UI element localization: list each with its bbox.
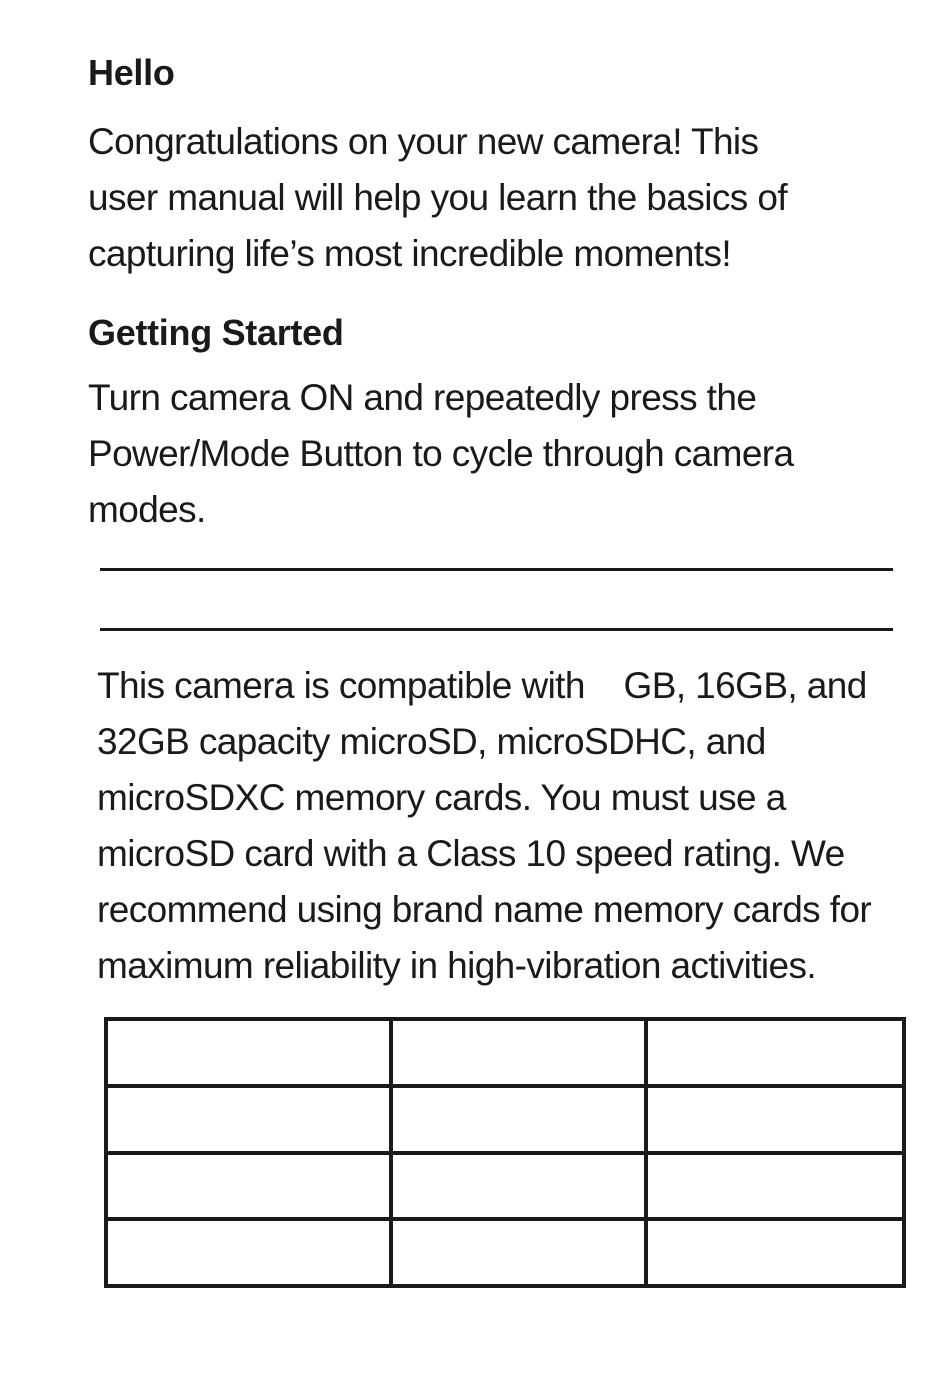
table-cell (646, 1019, 904, 1086)
table-row (106, 1219, 904, 1286)
intro-paragraph (88, 114, 787, 282)
memory-card-table (104, 1017, 906, 1288)
section-heading-hello: Hello (88, 52, 175, 93)
text-line: capturing life’s most incredible moments! (88, 233, 732, 274)
table-cell (106, 1086, 391, 1153)
text-line: modes. (88, 489, 206, 530)
text-line: 32GB capacity microSD, microSDHC, and (97, 721, 766, 762)
text-line: This camera is compatible with GB, 16GB, and (97, 665, 867, 706)
text-line: Congratulations on your new camera! This (88, 121, 759, 162)
table-cell (106, 1219, 391, 1286)
text-line: microSDXC memory cards. You must use a (97, 777, 786, 818)
text-line: recommend using brand name memory cards for (97, 889, 872, 930)
table-cell (391, 1153, 646, 1220)
table-cell (391, 1019, 646, 1086)
table-cell (391, 1219, 646, 1286)
table-cell (106, 1153, 391, 1220)
table-cell (646, 1219, 904, 1286)
text-line: Power/Mode Button to cycle through camera (88, 433, 794, 474)
table-cell (646, 1086, 904, 1153)
section-heading-getting-started: Getting Started (88, 312, 344, 353)
table-cell (391, 1086, 646, 1153)
section-divider-line (100, 568, 893, 571)
getting-started-paragraph (88, 370, 794, 538)
text-line: microSD card with a Class 10 speed rating. We (97, 833, 845, 874)
memory-card-paragraph (97, 658, 871, 994)
section-divider-line (100, 628, 893, 631)
text-line: user manual will help you learn the basics of (88, 177, 787, 218)
table-row (106, 1086, 904, 1153)
text-line: Turn camera ON and repeatedly press the (88, 377, 757, 418)
table-row (106, 1153, 904, 1220)
table-row (106, 1019, 904, 1086)
text-line: maximum reliability in high-vibration activities. (97, 945, 817, 986)
table-cell (646, 1153, 904, 1220)
table-cell (106, 1019, 391, 1086)
